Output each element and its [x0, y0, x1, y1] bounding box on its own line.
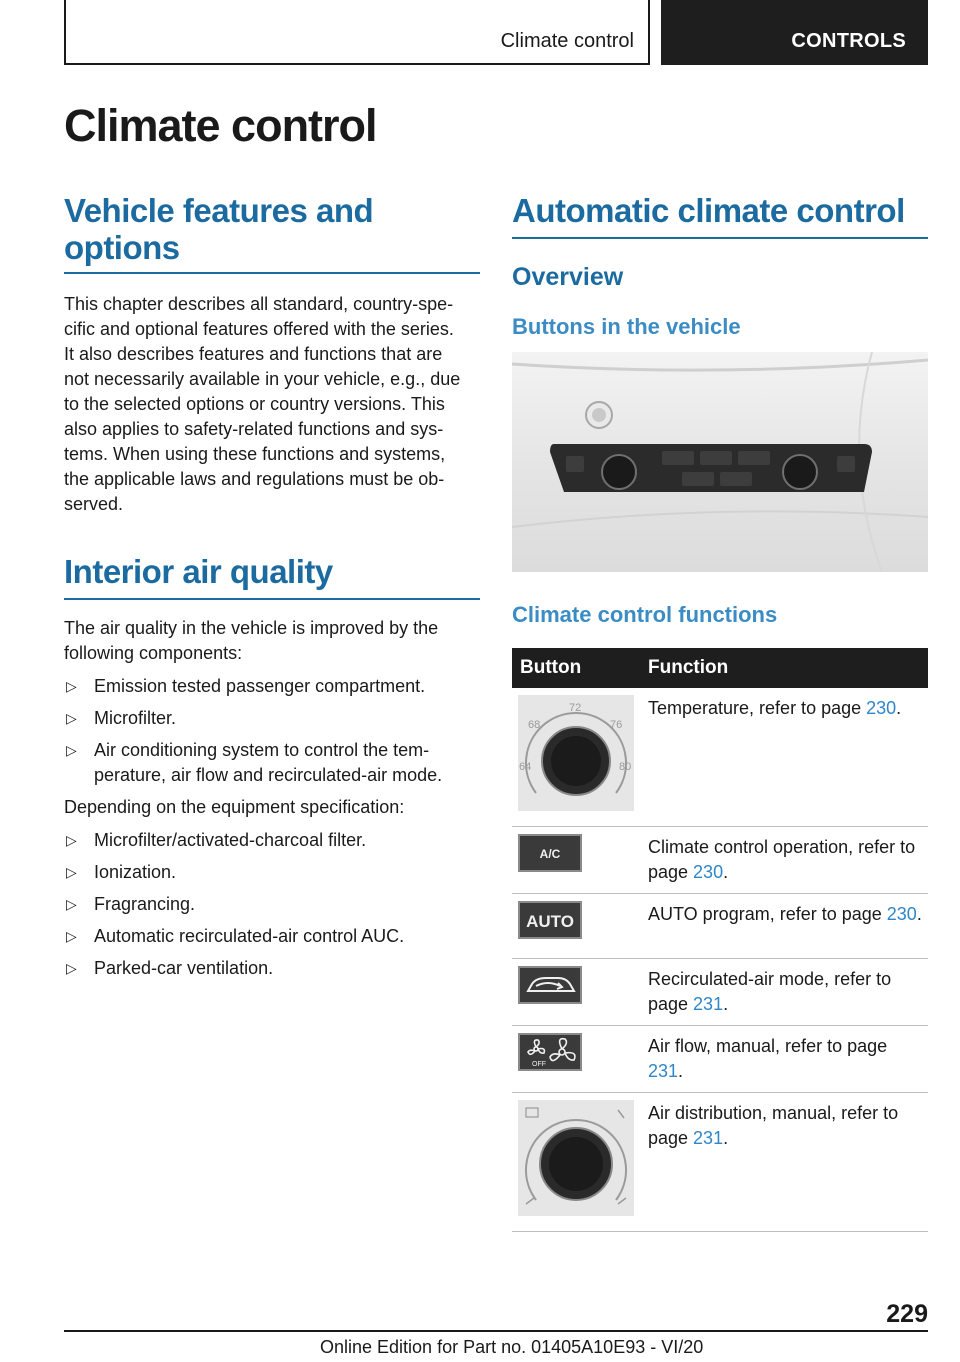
table-row	[512, 959, 928, 1026]
components-list	[64, 674, 480, 788]
left-column	[64, 192, 480, 988]
heading-climate-control-functions: Climate control functions	[512, 602, 778, 627]
para-line: tems. When using these functions and systems,	[64, 444, 446, 464]
triangle-bullet-icon: ▷	[66, 864, 77, 880]
table-row	[512, 1026, 928, 1093]
para-line: to the selected options or country versions. This	[64, 394, 445, 414]
para-line: served.	[64, 494, 124, 514]
page-title: Climate control	[64, 100, 377, 151]
list-item	[64, 860, 480, 885]
button-cell	[512, 894, 640, 959]
right-column	[512, 192, 928, 1232]
table-row	[512, 894, 928, 959]
fan-button-icon	[518, 1033, 582, 1071]
triangle-bullet-icon: ▷	[66, 678, 77, 694]
page-header	[64, 0, 928, 65]
para-line: also applies to safety-related functions and sys‐	[64, 419, 444, 439]
list-item-text: Ionization.	[94, 862, 177, 882]
page-number: 229	[886, 1300, 928, 1328]
table-row	[512, 1093, 928, 1232]
equipment-list	[64, 828, 480, 981]
climate-panel-photo	[512, 352, 928, 572]
header-chapter-title: CONTROLS	[791, 30, 906, 52]
auto-label: AUTO	[526, 912, 574, 931]
knob-temp-label: 72	[569, 702, 582, 714]
triangle-bullet-icon: ▷	[66, 742, 77, 758]
triangle-bullet-icon: ▷	[66, 710, 77, 726]
page-link[interactable]: 230	[866, 698, 897, 718]
climate-panel-illustration	[512, 352, 928, 572]
column-header-function: Function	[640, 648, 928, 688]
function-text: AUTO program, refer to page	[648, 904, 887, 924]
function-text-end: .	[723, 994, 729, 1014]
function-text-end: .	[723, 862, 729, 882]
function-text-end: .	[896, 698, 902, 718]
header-section-box	[64, 0, 650, 65]
page-link[interactable]: 230	[886, 904, 917, 924]
list-item	[64, 706, 480, 731]
header-section-title: Climate control	[500, 30, 634, 52]
para-line: It also describes features and functions that are	[64, 344, 443, 364]
list-item	[64, 924, 480, 949]
air-quality-intro	[64, 616, 480, 666]
function-text: Recirculated-air mode, refer to page	[648, 969, 892, 1014]
triangle-bullet-icon: ▷	[66, 928, 77, 944]
para-line: cific and optional features offered with the series.	[64, 319, 454, 339]
auto-button-icon	[518, 901, 582, 939]
fan-off-label: OFF	[532, 1061, 546, 1068]
heading-automatic-climate-control: Automatic climate control	[512, 192, 928, 239]
heading-buttons-in-vehicle: Buttons in the vehicle	[512, 314, 741, 339]
function-cell	[640, 1093, 928, 1232]
para-line: following components:	[64, 643, 243, 663]
header-chapter-box	[661, 0, 928, 65]
page-link[interactable]: 230	[693, 862, 724, 882]
table-row	[512, 688, 928, 827]
list-item	[64, 956, 480, 981]
button-cell	[512, 1026, 640, 1093]
list-item-text: Air conditioning system to control the tem‐ perature, air flow and recirculated-air mode.	[94, 740, 443, 785]
triangle-bullet-icon: ▷	[66, 896, 77, 912]
triangle-bullet-icon: ▷	[66, 960, 77, 976]
knob-temp-label: 80	[619, 761, 632, 773]
page-link[interactable]: 231	[693, 1128, 724, 1148]
function-text: Temperature, refer to page	[648, 698, 867, 718]
button-cell	[512, 688, 640, 827]
function-text-end: .	[723, 1128, 729, 1148]
page-link[interactable]: 231	[693, 994, 724, 1014]
heading-overview: Overview	[512, 263, 624, 291]
para-line: The air quality in the vehicle is improved by the	[64, 618, 439, 638]
list-item-text: Microfilter/activated-charcoal filter.	[94, 830, 367, 850]
function-cell	[640, 894, 928, 959]
list-item-text: Emission tested passenger compartment.	[94, 676, 426, 696]
features-paragraph	[64, 292, 480, 517]
button-cell	[512, 1093, 640, 1232]
heading-interior-air-quality: Interior air quality	[64, 553, 480, 600]
heading-rule	[64, 272, 480, 274]
list-item	[64, 828, 480, 853]
list-item	[64, 674, 480, 699]
list-item-text: Microfilter.	[94, 708, 177, 728]
functions-table	[512, 648, 928, 1232]
function-cell	[640, 688, 928, 827]
function-cell	[640, 959, 928, 1026]
table-header-row	[512, 648, 928, 688]
function-text: Climate control operation, refer to page	[648, 837, 916, 882]
function-text-end: .	[916, 904, 922, 924]
function-cell	[640, 1026, 928, 1093]
list-item	[64, 738, 480, 788]
page-link[interactable]: 231	[648, 1061, 679, 1081]
air-distribution-knob-icon	[518, 1100, 634, 1216]
knob-temp-label: 68	[528, 719, 541, 731]
function-text: Air distribution, manual, refer to page	[648, 1103, 899, 1148]
temperature-knob-icon	[518, 695, 634, 811]
heading-vehicle-features: Vehicle features and options	[64, 192, 374, 266]
para-line: This chapter describes all standard, country-spe‐	[64, 294, 454, 314]
list-item-text: Parked-car ventilation.	[94, 958, 274, 978]
table-row	[512, 827, 928, 894]
function-cell	[640, 827, 928, 894]
function-text: Air flow, manual, refer to page	[648, 1036, 888, 1056]
para-line: not necessarily available in your vehicle, e.g., due	[64, 369, 461, 389]
button-cell	[512, 827, 640, 894]
watermark	[680, 1332, 960, 1362]
ac-label: A/C	[539, 847, 561, 861]
knob-temp-label: 76	[610, 719, 623, 731]
list-item-text: Automatic recirculated-air control AUC.	[94, 926, 405, 946]
column-header-button: Button	[512, 648, 640, 688]
function-text-end: .	[678, 1061, 684, 1081]
triangle-bullet-icon: ▷	[66, 832, 77, 848]
para-line: the applicable laws and regulations must be ob‐	[64, 469, 445, 489]
recirculation-button-icon	[518, 966, 582, 1004]
list-item	[64, 892, 480, 917]
footer-edition: Online Edition for Part no. 01405A10E93 - VI/20	[320, 1337, 704, 1357]
equipment-note: Depending on the equipment specification:	[64, 797, 405, 817]
button-cell	[512, 959, 640, 1026]
ac-button-icon	[518, 834, 582, 872]
knob-temp-label: 64	[519, 761, 532, 773]
list-item-text: Fragrancing.	[94, 894, 196, 914]
